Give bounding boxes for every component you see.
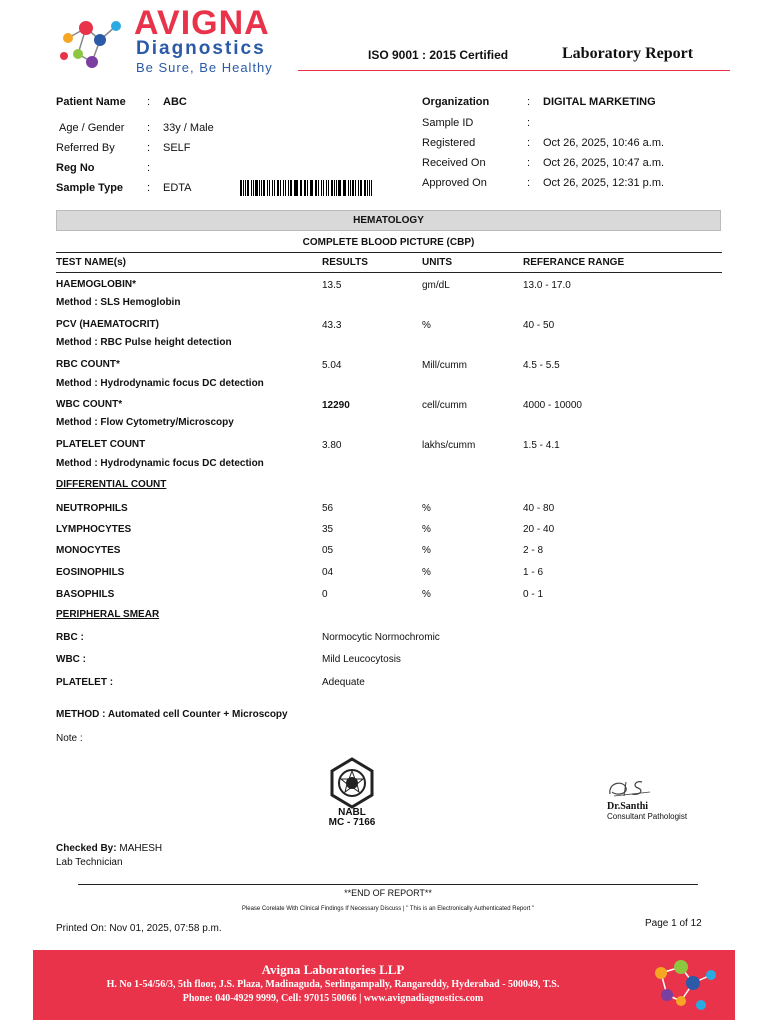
test-result: 3.80 <box>322 440 342 451</box>
page-number: Page 1 of 12 <box>645 918 702 929</box>
disclaimer: Please Corelate With Clinical Findings If Necessary Discuss | " This is an Electronically Authenticated Report " <box>241 906 535 912</box>
barcode-bar <box>263 180 265 196</box>
barcode-bar <box>360 180 362 196</box>
test-unit: % <box>422 503 431 514</box>
barcode-bar <box>355 180 356 196</box>
end-of-report: **END OF REPORT** <box>344 888 432 898</box>
sample-type-label: Sample Type <box>56 182 124 194</box>
test-range: 40 - 80 <box>523 503 555 514</box>
approved-on-label: Approved On <box>422 177 487 189</box>
barcode-bar <box>259 180 260 196</box>
footer-band <box>33 950 735 1020</box>
barcode-bar <box>364 180 366 196</box>
test-result: 12290 <box>322 400 350 411</box>
barcode-bar <box>350 180 351 196</box>
test-method: Method : RBC Pulse height detection <box>56 337 232 348</box>
age-gender-value: 33y / Male <box>163 122 214 134</box>
end-rule <box>78 884 698 885</box>
smear-name: PLATELET : <box>56 677 114 688</box>
test-unit: % <box>422 524 431 535</box>
test-result: 5.04 <box>322 360 342 371</box>
test-name: PLATELET COUNT <box>56 439 146 450</box>
organization-label: Organization <box>422 96 490 108</box>
report-title: Laboratory Report <box>562 45 694 62</box>
test-name: EOSINOPHILS <box>56 567 125 578</box>
barcode-bar <box>272 180 273 196</box>
signature-icon <box>606 776 666 800</box>
checked-by-name: MAHESH <box>119 843 163 854</box>
barcode-bar <box>311 180 313 196</box>
test-method: Method : SLS Hemoglobin <box>56 297 181 308</box>
nabl-code: MC - 7166 <box>328 817 376 828</box>
barcode-bar <box>352 180 354 196</box>
barcode-bar <box>274 180 275 196</box>
col-units: UNITS <box>422 257 452 268</box>
barcode-bar <box>294 180 295 196</box>
barcode-bar <box>304 180 306 196</box>
test-result: 04 <box>322 567 334 578</box>
barcode-bar <box>371 180 372 196</box>
approved-on-value: Oct 26, 2025, 12:31 p.m. <box>543 177 665 189</box>
received-on-label: Received On <box>422 157 486 169</box>
molecule-logo-icon <box>56 8 134 78</box>
barcode-bar <box>261 180 262 196</box>
test-result: 56 <box>322 503 334 514</box>
age-gender-label: Age / Gender <box>59 122 125 134</box>
test-result: 43.3 <box>322 320 342 331</box>
test-unit: lakhs/cumm <box>422 440 476 451</box>
referred-by-label: Referred By <box>56 142 115 154</box>
barcode-bar <box>328 180 329 196</box>
barcode-bar <box>323 180 324 196</box>
test-range: 1 - 6 <box>523 567 544 578</box>
table-top-rule <box>56 252 722 253</box>
barcode-bar <box>338 180 340 196</box>
barcode-bar <box>283 180 285 196</box>
patient-name-value: ABC <box>163 96 187 108</box>
barcode-bar <box>344 180 346 196</box>
barcode-bar <box>243 180 244 196</box>
brand-name: AVIGNA <box>134 4 270 42</box>
barcode-bar <box>253 180 254 196</box>
organization-value: DIGITAL MARKETING <box>543 96 656 108</box>
nabl-seal <box>322 757 382 829</box>
logo <box>56 4 286 78</box>
sample-id-label: Sample ID <box>422 117 474 129</box>
smear-name: RBC : <box>56 632 84 643</box>
iso-certification: ISO 9001 : 2015 Certified <box>368 48 509 62</box>
header-divider <box>298 70 730 71</box>
col-results: RESULTS <box>322 257 368 268</box>
test-range: 4.5 - 5.5 <box>523 360 560 371</box>
checked-by <box>56 843 162 854</box>
barcode-bar <box>369 180 370 196</box>
test-range: 0 - 1 <box>523 589 544 600</box>
barcode-bar <box>245 180 246 196</box>
barcode-bar <box>334 180 335 196</box>
test-method: Method : Hydrodynamic focus DC detection <box>56 458 264 469</box>
test-name: MONOCYTES <box>56 545 121 556</box>
barcode-bar <box>255 180 257 196</box>
signature-mark <box>606 776 666 800</box>
test-result: 0 <box>322 589 328 600</box>
sample-barcode <box>240 180 374 196</box>
barcode-bar <box>310 180 311 196</box>
table-header-rule <box>56 272 722 273</box>
test-range: 20 - 40 <box>523 524 555 535</box>
barcode-bar <box>318 180 319 196</box>
patient-name-label: Patient Name <box>56 96 126 108</box>
barcode-bar <box>307 180 308 196</box>
barcode-bar <box>336 180 337 196</box>
test-method: Method : Flow Cytometry/Microscopy <box>56 417 234 428</box>
section-title: HEMATOLOGY <box>353 215 424 226</box>
signature-initials <box>618 778 634 794</box>
smear-title: PERIPHERAL SMEAR <box>56 609 160 620</box>
reg-no-label: Reg No <box>56 162 95 174</box>
referred-by-value: SELF <box>163 142 191 154</box>
nabl-title: NABL <box>338 807 366 818</box>
footer-address: H. No 1-54/56/3, 5th floor, J.S. Plaza, Madinaguda, Serlingampally, Rangareddy, Hyderabad - 500049, T.S. <box>106 979 560 990</box>
barcode-bar <box>288 180 289 196</box>
barcode-bar <box>348 180 349 196</box>
panel-title: COMPLETE BLOOD PICTURE (CBP) <box>302 237 475 248</box>
barcode-bar <box>290 180 292 196</box>
barcode-bar <box>326 180 328 196</box>
barcode-bar <box>280 180 281 196</box>
test-unit: % <box>422 567 431 578</box>
test-unit: % <box>422 545 431 556</box>
method-line: METHOD : Automated cell Counter + Microscopy <box>56 709 288 720</box>
test-name: HAEMOGLOBIN* <box>56 279 136 290</box>
barcode-bar <box>277 180 279 196</box>
test-name: BASOPHILS <box>56 589 115 600</box>
test-range: 1.5 - 4.1 <box>523 440 560 451</box>
checked-by-label: Checked By: <box>56 843 117 854</box>
barcode-bar <box>300 180 301 196</box>
footer-contact: Phone: 040-4929 9999, Cell: 97015 50066 | www.avignadiagnostics.com <box>182 993 484 1004</box>
barcode-bar <box>343 180 344 196</box>
test-result: 35 <box>322 524 334 535</box>
barcode-bar <box>321 180 322 196</box>
test-unit: gm/dL <box>422 280 450 291</box>
test-result: 13.5 <box>322 280 342 291</box>
smear-value: Mild Leucocytosis <box>322 654 401 665</box>
brand-sub: Diagnostics <box>136 38 266 59</box>
test-name: PCV (HAEMATOCRIT) <box>56 319 159 330</box>
test-name: WBC COUNT* <box>56 399 123 410</box>
brand-tagline: Be Sure, Be Healthy <box>136 60 273 75</box>
barcode-bar <box>367 180 368 196</box>
col-test-name: TEST NAME(s) <box>56 257 126 268</box>
test-result: 05 <box>322 545 334 556</box>
barcode-bar <box>267 180 269 196</box>
test-method: Method : Hydrodynamic focus DC detection <box>56 378 264 389</box>
test-range: 4000 - 10000 <box>523 400 582 411</box>
checked-by-role: Lab Technician <box>56 857 123 868</box>
test-name: NEUTROPHILS <box>56 503 128 514</box>
pathologist-title: Consultant Pathologist <box>607 812 688 821</box>
barcode-bar <box>315 180 317 196</box>
test-name: LYMPHOCYTES <box>56 524 132 535</box>
smear-name: WBC : <box>56 654 86 665</box>
test-unit: Mill/cumm <box>422 360 467 371</box>
printed-on: Printed On: Nov 01, 2025, 07:58 p.m. <box>56 923 222 934</box>
barcode-bar <box>247 180 249 196</box>
note-label: Note : <box>56 733 83 744</box>
differential-title: DIFFERENTIAL COUNT <box>56 479 167 490</box>
barcode-bar <box>240 180 242 196</box>
test-range: 13.0 - 17.0 <box>523 280 571 291</box>
barcode-bar <box>269 180 270 196</box>
footer-company: Avigna Laboratories LLP <box>261 962 405 977</box>
barcode-bar <box>285 180 286 196</box>
barcode-bar <box>301 180 302 196</box>
col-reference-range: REFERANCE RANGE <box>523 257 625 268</box>
test-name: RBC COUNT* <box>56 359 120 370</box>
barcode-bar <box>295 180 297 196</box>
test-unit: % <box>422 320 431 331</box>
received-on-value: Oct 26, 2025, 10:47 a.m. <box>543 157 665 169</box>
registered-label: Registered <box>422 137 476 149</box>
smear-value: Adequate <box>322 677 365 688</box>
test-unit: cell/cumm <box>422 400 468 411</box>
test-unit: % <box>422 589 431 600</box>
test-range: 40 - 50 <box>523 320 555 331</box>
nabl-emblem-icon <box>322 757 382 809</box>
barcode-bar <box>358 180 359 196</box>
registered-value: Oct 26, 2025, 10:46 a.m. <box>543 137 665 149</box>
test-range: 2 - 8 <box>523 545 544 556</box>
barcode-bar <box>251 180 252 196</box>
footer-molecule-icon <box>641 953 721 1017</box>
sample-type-value: EDTA <box>163 182 192 194</box>
pathologist-name: Dr.Santhi <box>607 801 649 812</box>
smear-value: Normocytic Normochromic <box>322 632 440 643</box>
barcode-bar <box>331 180 333 196</box>
